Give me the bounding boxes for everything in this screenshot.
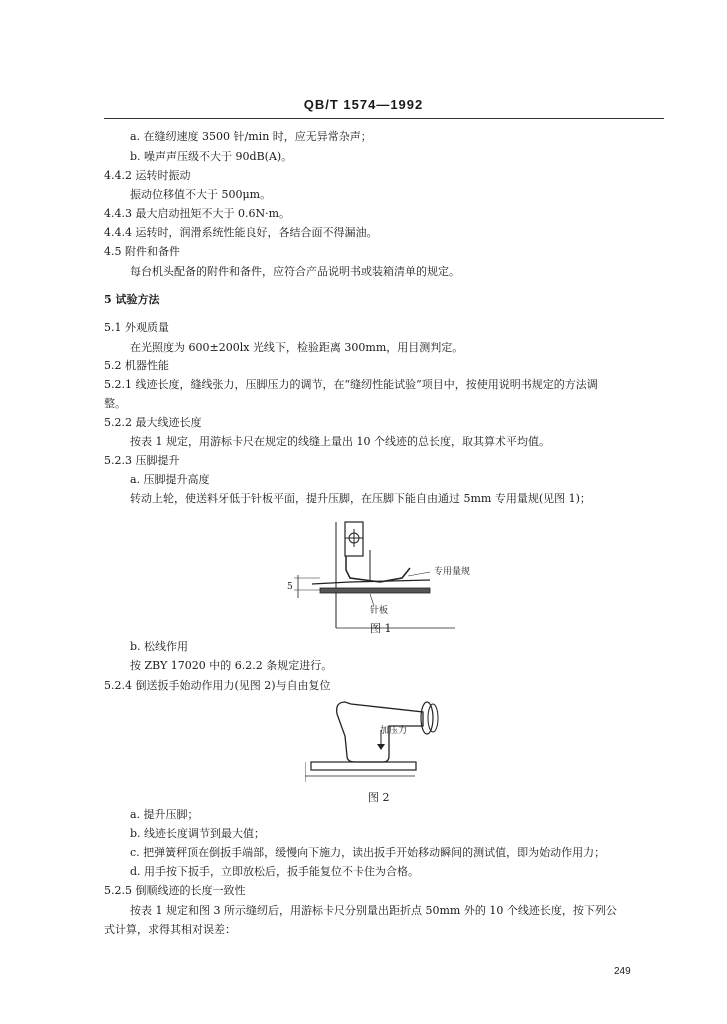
text-line-5-2-3-a-body: 转动上轮，使送料牙低于针板平面，提升压脚，在压脚下能自由通过 5mm 专用量规(见图 1)；: [130, 492, 591, 505]
section-heading-4-4-4: 4.4.4 运转时，润滑系统性能良好，各结合面不得漏油。: [104, 226, 378, 239]
text-line-5-2-3-b-body: 按 ZBY 17020 中的 6.2.2 条规定进行。: [130, 659, 333, 672]
figure-2-drawing: [305, 696, 440, 788]
text-line-5-2-4-c: c. 把弹簧秤顶在倒扳手端部，缓慢向下施力，读出扳手开始移动瞬间的测试值，即为始动作用力；: [130, 846, 606, 859]
text-line-5-2-2-body: 按表 1 规定，用游标卡尺在规定的线缝上量出 10 个线迹的总长度，取其算术平均值。: [130, 435, 550, 448]
section-heading-5-2-5: 5.2.5 倒顺线迹的长度一致性: [104, 884, 246, 897]
section-heading-5: 5 试验方法: [104, 293, 160, 306]
section-heading-4-4-3: 4.4.3 最大启动扭矩不大于 0.6N·m。: [104, 207, 291, 220]
figure-2-force-label: 加压力: [380, 726, 408, 736]
needle-plate: [320, 588, 430, 593]
page-number: 249: [614, 966, 631, 977]
machine-bed: [311, 762, 416, 770]
section-heading-4-5: 4.5 附件和备件: [104, 245, 180, 258]
text-line-5-1-body: 在光照度为 600±200lx 光线下，检验距离 300mm，用目测判定。: [130, 341, 464, 354]
figure-1-plate-label: 针板: [370, 606, 389, 616]
section-heading-5-2-2: 5.2.2 最大线迹长度: [104, 416, 202, 429]
section-heading-5-2-4: 5.2.4 倒送扳手始动作用力(见图 2)与自由复位: [104, 679, 331, 692]
text-line-4-5-body: 每台机头配备的附件和备件，应符合产品说明书或装箱清单的规定。: [130, 265, 460, 278]
text-line-5-2-3-a: a. 压脚提升高度: [130, 473, 210, 486]
text-line-4-4-1-b: b. 噪声声压级不大于 90dB(A)。: [130, 150, 293, 163]
text-line-4-4-1-a: a. 在缝纫速度 3500 针/min 时，应无异常杂声；: [130, 130, 372, 143]
section-heading-5-1: 5.1 外观质量: [104, 321, 169, 334]
text-line-5-2-4-a: a. 提升压脚；: [130, 808, 199, 821]
header-rule: [104, 118, 664, 119]
text-line-5-2-4-b: b. 线迹长度调节到最大值；: [130, 827, 266, 840]
text-line-4-4-2-body: 振动位移值不大于 500μm。: [130, 188, 272, 201]
section-heading-5-2: 5.2 机器性能: [104, 359, 169, 372]
section-heading-4-4-2: 4.4.2 运转时振动: [104, 169, 191, 182]
figure-1-gauge-label: 专用量规: [434, 567, 471, 577]
text-line-5-2-1-cont: 整。: [104, 397, 126, 410]
text-line-5-2-4-d: d. 用手按下扳手，立即放松后，扳手能复位不卡住为合格。: [130, 865, 420, 878]
text-line-5-2-5-cont: 式计算，求得其相对误差：: [104, 923, 236, 936]
figure-2-caption: 图 2: [368, 791, 390, 804]
figure-1-dim-label: 5: [287, 582, 293, 592]
section-heading-5-2-3: 5.2.3 压脚提升: [104, 454, 180, 467]
page-header: QB/T 1574—1992: [303, 97, 424, 112]
text-line-5-2-3-b: b. 松线作用: [130, 640, 189, 653]
figure-1-caption: 图 1: [370, 622, 392, 635]
presser-foot: [346, 556, 410, 582]
text-line-5-2-5-body: 按表 1 规定和图 3 所示缝纫后，用游标卡尺分别量出距折点 50mm 外的 10 个线迹长度，按下列公: [130, 904, 617, 917]
section-heading-5-2-1: 5.2.1 线迹长度，缝线张力，压脚压力的调节，在“缝纫性能试验”项目中，按使用说明书规定的方法调: [104, 378, 598, 391]
